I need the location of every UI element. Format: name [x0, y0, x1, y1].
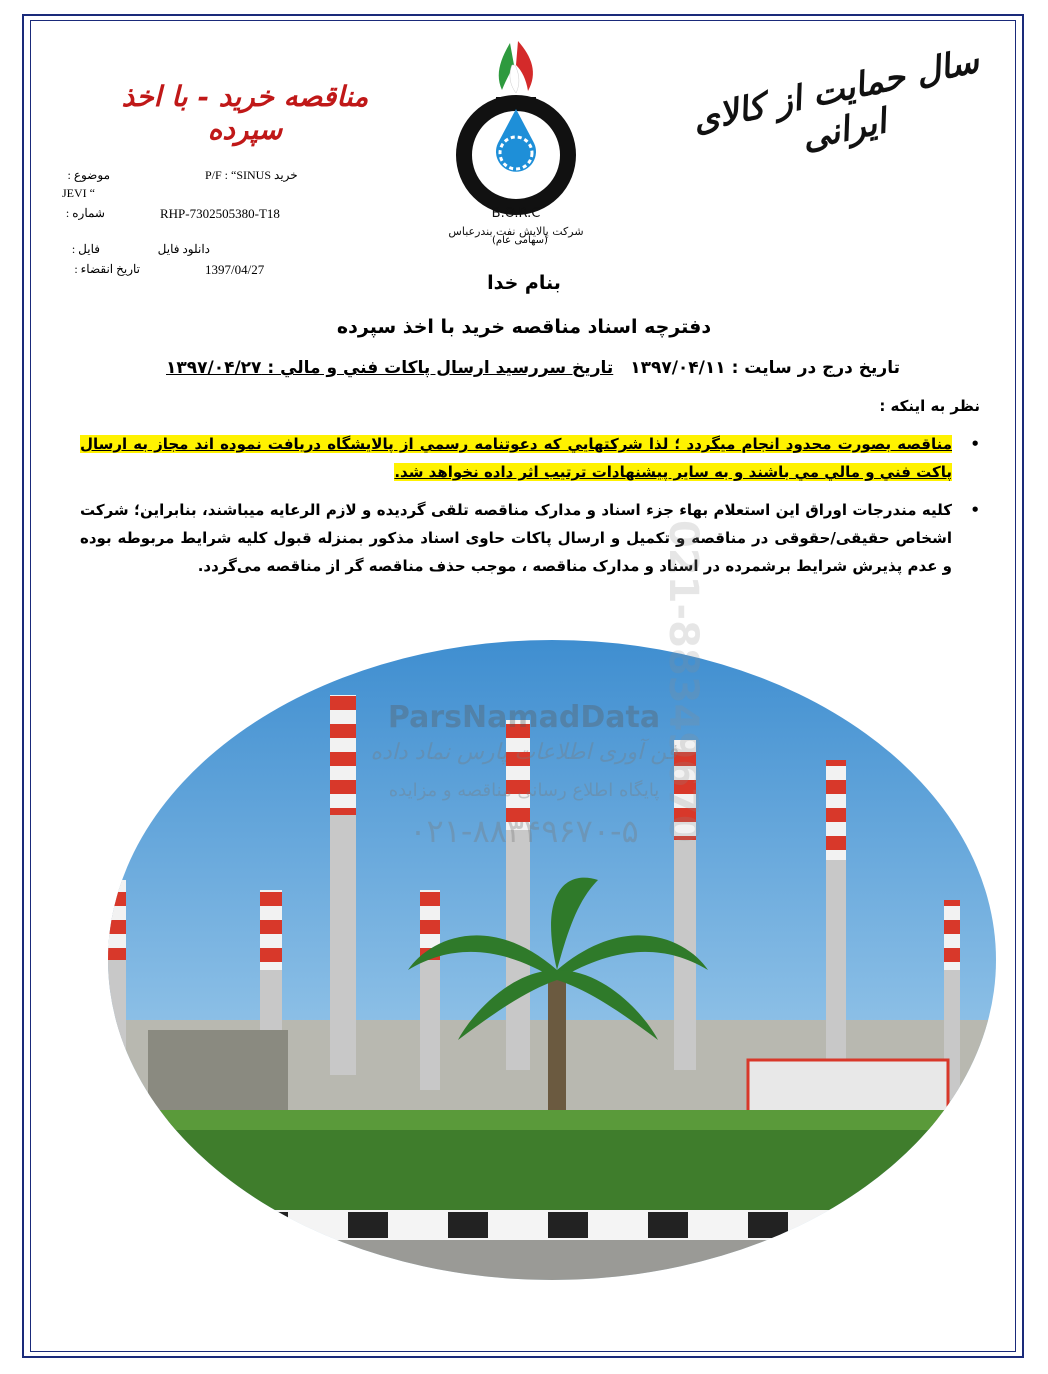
number-value: RHP-7302505380-T18: [160, 206, 280, 221]
watermark-side-number: 021-88349670: [660, 520, 706, 843]
bullet-dot-icon: •: [970, 501, 980, 519]
subject-value-cont: JEVI “: [62, 186, 95, 200]
deadline-date: تاریخ سررسید ارسال پاکات فني و مالي : ۱۳۹۷/۰۴/۲۷: [166, 358, 614, 378]
logo-company-type: (سهامی عام): [492, 235, 548, 246]
document-title: دفترچه اسناد مناقصه خرید با اخذ سپرده: [336, 316, 712, 338]
bullet-2-text: کلیه مندرجات اوراق این استعلام بهاء جزء اسناد و مدارک مناقصه تلقی گردیده و لازم الرعایه میباشند، بنابراین؛ شرکت اشخاص حقیقی/حقوقی در مناقصه و تکمیل و ارسال پاکات حاوی اسناد مذکور بمنزله قبول کلیه شرایط مربوطه بوده و عدم پذیرش شرایط برشمرده در اسناد و مدارک مناقصه ، موجب حذف مناقصه گر از مناقصه می‌گردد.: [80, 501, 952, 575]
year-slogan: سال حمایت از کالای ایرانی: [689, 40, 983, 159]
file-label: فایل :: [71, 242, 100, 256]
file-download-link[interactable]: دانلود فایل: [157, 242, 210, 256]
logo-flame-white: [510, 65, 519, 93]
subject-label: موضوع :: [67, 168, 110, 182]
bullet-2: [80, 496, 980, 580]
lead-text: نظر به اینکه :: [879, 397, 980, 415]
watermark-line2: پایگاه اطلاع رسانی مناقصه و مزایده: [388, 780, 660, 801]
bullet-1-text: مناقصه بصورت محدود انجام میگردد ؛ لذا شرکتهایي که دعوتنامه رسمي از پالایشگاه دریافت نموده اند مجاز به ارسال پاکت فني و مالي مي باشند و به سایر پیشنهادات ترتیب اثر داده نخواهد شد.: [80, 435, 952, 481]
refinery-photo: [108, 640, 996, 1280]
bullet-dot-icon: •: [970, 435, 980, 453]
watermark-phone: ۰۲۱-۸۸۳۴۹۶۷۰-۵: [409, 812, 639, 850]
logo-company: شرکت پالایش نفت بندرعباس: [448, 225, 584, 238]
tender-type-label: مناقصه خرید - با اخذ سپرده: [121, 80, 369, 146]
watermark-line1: فن آوری اطلاعات پارس نماد داده: [370, 740, 678, 765]
expiry-value: 1397/04/27: [205, 262, 265, 277]
logo-abbr: B.O.R.C: [491, 206, 541, 221]
number-label: شماره :: [65, 206, 105, 220]
bismillah-heading: بنام خدا: [487, 272, 561, 294]
watermark-brand: ParsNamadData: [387, 700, 661, 735]
bullet-1: [80, 430, 980, 486]
subject-value: P/F : “SINUS خرید: [205, 168, 298, 182]
borc-logo: [440, 35, 590, 255]
posted-date: تاریخ درج در سایت : ۱۳۹۷/۰۴/۱۱: [630, 358, 900, 378]
expiry-label: تاریخ انقضاء :: [74, 262, 140, 276]
